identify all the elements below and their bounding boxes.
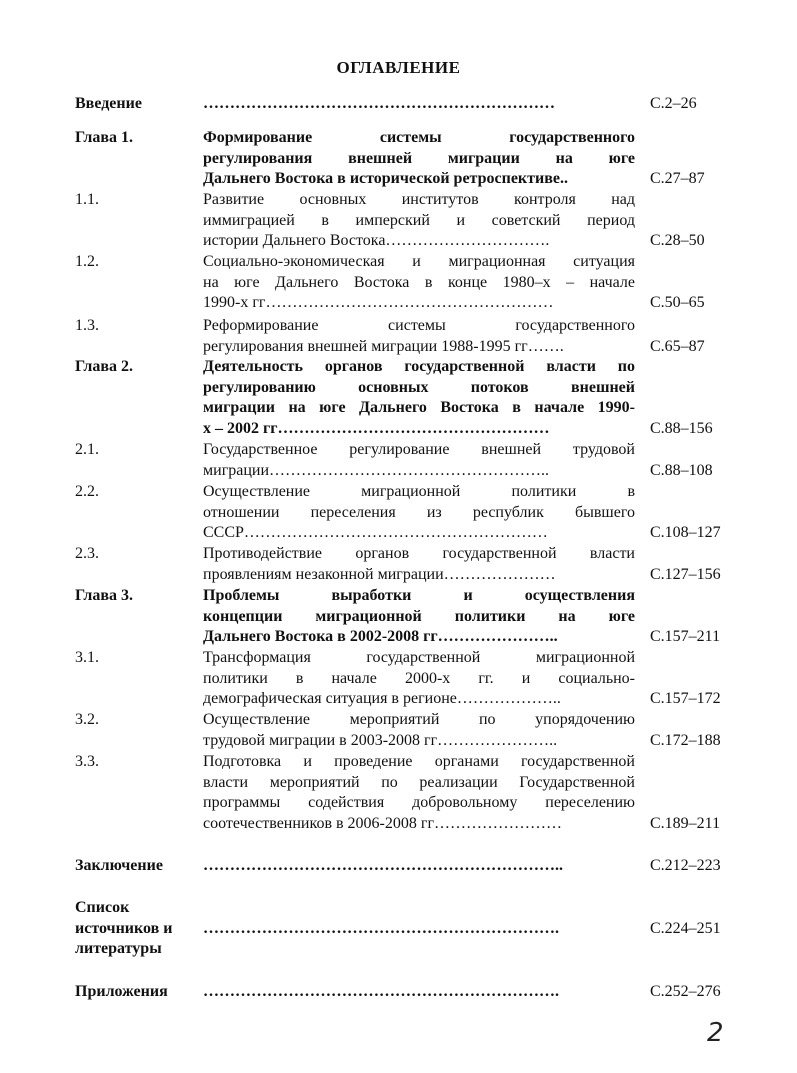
toc-entry-label: Глава 2. [75,358,133,375]
toc-entry-text-line: Социально-экономическая и миграционная ситуация [203,253,635,270]
toc-entry-page: С.28–50 [650,232,705,249]
toc-entry-text-line: Подготовка и проведение органами государственной [203,753,635,770]
toc-entry-label: Приложения [75,983,168,1000]
toc-entry-page: С.224–251 [650,919,721,937]
toc-entry-text-line: власти мероприятий по реализации Государственной [203,773,635,791]
toc-entry-page: С.88–156 [650,419,713,437]
toc-entry-text [203,919,635,940]
toc-entry-label: 1.3. [75,317,99,334]
toc-entry-page: С.157–211 [650,628,721,645]
toc-entry-text [203,544,635,585]
toc-entry-text-line: Трансформация государственной миграционной [203,649,635,666]
toc-entry-text-line: Осуществление миграционной политики в [203,483,635,500]
toc-entry-text-line: ………………………………………………………… [203,95,555,112]
toc-entry-page: С.50–65 [650,294,705,311]
toc-entry-text-line: отношении переселения из республик бывшего [203,503,635,521]
toc-entry-text-line: СССР………………………………………………… [203,524,548,541]
toc-entry-text-line: программы содействия добровольному переселению [203,794,635,811]
toc-entry-text [203,648,635,710]
toc-entry-label: 2.1. [75,441,99,458]
toc-entry-text-line: истории Дальнего Востока…………………………. [203,232,550,249]
toc-entry-text-line: регулирования внешней миграции 1988-1995 гг……. [203,337,564,355]
toc-entry-page: С.2–26 [650,95,697,112]
toc-entry-text [203,128,635,190]
toc-entry-text-line: трудовой миграции в 2003-2008 гг………………….. [203,731,558,749]
toc-entry-text [203,710,635,751]
toc-entry-text [203,752,635,834]
toc-entry-text-line: Противодействие органов государственной власти [203,545,635,562]
toc-entry-label: 2.2. [75,483,99,500]
toc-entry-text-line: ………………………………………………………….. [203,857,563,874]
toc-entry-text-line: Осуществление мероприятий по упорядочению [203,711,635,728]
toc-entry-label-line: источников и [75,919,173,937]
toc-entry-text [203,440,635,481]
toc-entry-page: С.65–87 [650,337,705,355]
toc-entry-text-line: Проблемы выработки и осуществления [203,587,635,604]
page-title: ОГЛАВЛЕНИЕ [336,58,461,77]
toc-entry-label: 3.1. [75,649,99,666]
toc-entry-text [203,190,635,252]
toc-entry-text-line: Реформирование системы государственного [203,317,635,334]
toc-entry-label: Глава 1. [75,129,133,146]
toc-entry-page: С.108–127 [650,524,721,541]
toc-entry-text-line: миграции…………………………………………….. [203,461,550,479]
toc-entry-text-line: иммиграцией в имперский и советский период [203,211,635,229]
toc-entry-text-line: миграции на юге Дальнего Востока в начале 1990- [203,399,635,416]
toc-entry-text [203,482,635,544]
toc-entry-page: С.252–276 [650,983,721,1000]
toc-entry-page: С.157–172 [650,690,721,707]
toc-entry-text-line: политики в начале 2000-х гг. и социально- [203,669,635,687]
toc-entry-text [203,316,635,357]
toc-entry-page: С.127–156 [650,565,721,583]
toc-entry-page: С.88–108 [650,461,713,479]
toc-entry-label: Введение [75,95,142,112]
toc-entry-page: С.189–211 [650,814,721,832]
toc-entry-text [203,856,635,877]
toc-entry-label [75,898,172,960]
toc-entry-text-line: проявлениям незаконной миграции………………… [203,565,556,583]
toc-entry-text-line: …………………………………………………………. [203,983,559,1000]
toc-entry-text-line: Деятельность органов государственной власти по [203,358,635,375]
toc-entry-label: Заключение [75,857,163,874]
toc-entry-label: 3.2. [75,711,99,728]
toc-entry-text-line: Развитие основных институтов контроля над [203,191,635,208]
toc-entry-page: С.27–87 [650,170,705,187]
toc-entry-text-line: Формирование системы государственного [203,129,635,146]
toc-entry-text [203,357,635,439]
toc-entry-text [203,586,635,648]
toc-entry-label-line: литературы [75,940,162,957]
toc-entry-text [203,982,635,1003]
toc-entry-label: 1.1. [75,191,99,208]
toc-entry-label: 1.2. [75,253,99,270]
toc-entry-text-line: концепции миграционной политики на юге [203,607,635,625]
toc-entry-text-line: соотечественников в 2006-2008 гг…………………… [203,814,562,832]
toc-entry-text-line: на юге Дальнего Востока в конце 1980–х – начале [203,273,635,291]
toc-entry-label: Глава 3. [75,587,133,604]
toc-entry-label: 3.3. [75,753,99,770]
toc-entry-text [203,94,635,115]
toc-entry-label-line: Список [75,899,130,916]
toc-entry-text-line: демографическая ситуация в регионе……………….. [203,690,561,707]
toc-entry-text-line: регулирования внешней миграции на юге [203,149,635,167]
page-number: 2 [707,1018,724,1048]
toc-entry-text-line: регулированию основных потоков внешней [203,378,635,396]
toc-entry-text-line: …………………………………………………………. [203,919,559,937]
toc-entry-label: 2.3. [75,545,99,562]
toc-entry-text-line: Государственное регулирование внешней трудовой [203,441,635,458]
toc-entry-text [203,252,635,314]
toc-entry-page: С.172–188 [650,731,721,749]
toc-entry-text-line: х – 2002 гг…………………………………………… [203,419,550,437]
toc-entry-text-line: 1990-х гг……………………………………………… [203,294,554,311]
toc-entry-text-line: Дальнего Востока в 2002-2008 гг………………….. [203,628,558,645]
toc-entry-page: С.212–223 [650,857,721,874]
toc-entry-text-line: Дальнего Востока в исторической ретроспективе.. [203,170,568,187]
